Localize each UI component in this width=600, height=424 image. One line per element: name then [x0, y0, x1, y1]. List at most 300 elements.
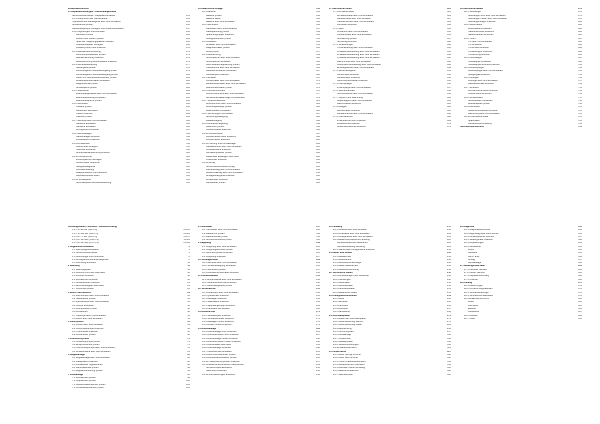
- toc-entry: [68, 28, 190, 30]
- toc-entry-page: 640: [447, 44, 451, 47]
- toc-entry-page: 176: [316, 321, 320, 324]
- toc-entry-title: 1.4 TSI 118 kW (160 PS): [72, 232, 99, 235]
- toc-entry-page: 14: [187, 268, 190, 271]
- toc-entry-page: 671: [447, 126, 451, 129]
- toc-entry: [68, 149, 190, 151]
- toc-entry-page: 484: [186, 83, 190, 86]
- toc-entry-page: 725: [578, 116, 582, 119]
- toc-entry: [329, 77, 451, 79]
- toc-entry-title: Relaisbelegung: [206, 119, 223, 122]
- toc-entry-page: 721: [578, 106, 582, 109]
- toc-entry: [68, 169, 190, 171]
- toc-entry-page: 6: [188, 255, 190, 258]
- toc-entry-page: 226: [447, 239, 451, 242]
- toc-entry: [68, 116, 190, 118]
- toc-entry: [198, 100, 320, 102]
- toc-entry-title: 25.4 Geräusche am Fahrwerk: [333, 363, 365, 366]
- toc-entry-page: 711: [578, 86, 582, 89]
- toc-entry: [198, 70, 320, 72]
- toc-entry-title: 11.2 Gelenkschutzhülle ersetzen: [202, 281, 237, 284]
- toc-entry-title: 13.3 Radlager hinten ersetzen: [202, 321, 235, 324]
- toc-entry-title: 3.8 Motor aus- und einbauen: [72, 317, 103, 320]
- toc-entry-page: 250: [447, 281, 451, 284]
- toc-entry-title: Lenkstockschalter aus- und einbauen: [206, 83, 246, 86]
- toc-entry-page: 368: [578, 278, 582, 281]
- toc-entry-title: 23.3 Fahrwerk: [333, 304, 349, 307]
- toc-entry-title: 20.1 Lenkrad aus- und einbauen: [333, 229, 368, 232]
- toc-entry-title: Innenspiegel aus- und einbauen: [337, 86, 372, 89]
- toc-entry-page: 46: [187, 308, 190, 311]
- toc-entry-page: 327: [447, 350, 451, 353]
- toc-entry-page: 362: [578, 268, 582, 271]
- toc-entry-page: 652: [447, 73, 451, 76]
- toc-entry-title: Wischermotor aus- und einbauen: [206, 103, 242, 106]
- toc-entry-page: 198: [316, 347, 320, 350]
- toc-entry-page: 675: [578, 14, 582, 17]
- toc-entry: [198, 179, 320, 181]
- toc-heading: [460, 126, 582, 128]
- toc-entry: [198, 233, 320, 235]
- toc-entry: [68, 179, 190, 181]
- toc-entry-page: 495: [186, 103, 190, 106]
- toc-entry-page: 272: [447, 317, 451, 320]
- toc-entry-title: 5.1 Kraftstoffpumpe prüfen: [72, 340, 101, 343]
- toc-entry: [68, 308, 190, 310]
- toc-entry-title: 16.5 Schalter: [202, 76, 217, 79]
- toc-entry-page: 535: [186, 181, 190, 184]
- toc-entry: [68, 93, 190, 95]
- toc-entry-page: 100: [186, 380, 190, 383]
- toc-entry: [68, 57, 190, 59]
- toc-entry-page: 564: [316, 63, 320, 66]
- toc-entry: [329, 285, 451, 287]
- toc-entry-page: 336: [447, 367, 451, 370]
- toc-heading: [68, 265, 190, 267]
- toc-entry: [329, 21, 451, 23]
- toc-entry-title: Türschloss ersetzen: [468, 47, 490, 50]
- toc-entry-page: 620: [316, 181, 320, 184]
- toc-heading: [68, 11, 190, 13]
- toc-entry-title: 28 Anhang: [460, 281, 473, 284]
- toc-entry-page: 107: [316, 226, 320, 228]
- toc-entry: [68, 83, 190, 85]
- toc-entry-title: 14 Bremsanlage: [198, 327, 217, 330]
- toc-entry-page: 690: [578, 44, 582, 47]
- toc-heading: [68, 292, 190, 294]
- toc-entry-title: 6.1 Abgasanlage aus- und einbauen: [72, 357, 111, 360]
- toc-entry-title: Dachreling aus- und einbauen: [468, 113, 500, 115]
- toc-entry-page: 334: [447, 363, 451, 366]
- toc-entry: [198, 34, 320, 36]
- toc-entry-page: 568: [316, 73, 320, 76]
- toc-entry-page: 166: [316, 308, 320, 311]
- toc-entry-page: 684: [578, 30, 582, 33]
- toc-entry-page: 152: [316, 291, 320, 294]
- toc-entry-page: 238: [447, 262, 451, 265]
- toc-entry-title: Lamellen prüfen: [76, 34, 94, 37]
- toc-heading: [68, 8, 190, 10]
- toc-entry-title: 16.2 Generator: [202, 24, 219, 27]
- toc-entry-title: Sicherungsbelegung: [206, 116, 228, 119]
- toc-entry-page: 491: [186, 96, 190, 99]
- toc-entry: [68, 295, 190, 297]
- toc-entry-title: Getriebeöl wechseln: [76, 109, 98, 112]
- toc-entry-page: 231: [447, 248, 451, 251]
- toc-entry: [329, 324, 451, 326]
- toc-entry-title: Schiebedach einstellen: [468, 99, 493, 102]
- toc-entry-page: 473: [186, 53, 190, 56]
- toc-entry-page: 310: [447, 337, 451, 340]
- toc-entry-title: 26.4 Steuergeräte codieren: [464, 239, 493, 242]
- toc-entry-page: 66: [187, 331, 190, 333]
- toc-entry-page: 259: [447, 294, 451, 297]
- toc-entry-title: Motor: [468, 248, 475, 251]
- toc-entry-title: 21 Räder und Reifen: [329, 252, 353, 255]
- toc-entry-page: 723: [578, 113, 582, 115]
- toc-entry: [329, 34, 451, 36]
- toc-entry-title: 6.3 Partikelfilter regenerieren: [72, 363, 103, 366]
- toc-entry-page: 507: [186, 129, 190, 132]
- toc-entry: [68, 106, 190, 108]
- toc-entry-title: 3 Motor mechanisch: [68, 291, 92, 294]
- toc-entry: [460, 74, 582, 76]
- toc-entry: [198, 146, 320, 148]
- toc-entry-title: 8.3 Ladeluftkühler prüfen: [202, 235, 229, 238]
- toc-entry: [198, 93, 320, 95]
- toc-entry: [198, 252, 320, 254]
- toc-entry-title: Batterie laden: [206, 17, 221, 20]
- toc-entry-title: 6.4 Lambdasonde prüfen: [72, 367, 99, 370]
- toc-entry: [329, 106, 451, 108]
- toc-entry-page: 518: [186, 149, 190, 152]
- toc-entry-title: Ölkühler prüfen: [76, 116, 93, 119]
- toc-entry: [460, 80, 582, 82]
- toc-entry-title: Vordersitz aus- und einbauen: [337, 30, 369, 33]
- toc-entry-title: Freilauf prüfen und ersetzen: [76, 47, 106, 50]
- toc-entry-page: 692: [578, 47, 582, 50]
- toc-entry-title: 12.2 Querlenker ersetzen: [202, 294, 229, 297]
- toc-entry-page: 22: [187, 281, 190, 284]
- toc-entry: [460, 77, 582, 79]
- toc-entry: [329, 236, 451, 238]
- toc-entry: [198, 364, 320, 366]
- toc-entry-page: 81: [187, 350, 190, 353]
- toc-entry-title: Getriebeölpumpe zerlegen und zusammenbauen: [72, 27, 124, 30]
- toc-column: [329, 226, 451, 416]
- toc-entry-title: 14.2 Bremsscheiben vorn ersetzen: [202, 334, 239, 337]
- toc-entry: [68, 64, 190, 66]
- toc-entry: [68, 239, 190, 241]
- toc-entry-title: 18.6 Kotflügel: [464, 76, 479, 79]
- toc-entry-title: Lichtschalter aus- und einbauen: [206, 80, 240, 83]
- toc-entry-title: 24.7 Infotainment: [333, 337, 352, 340]
- toc-entry-title: Kältemittel absaugen und füllen: [206, 155, 240, 158]
- toc-heading: [68, 354, 190, 356]
- toc-heading: [460, 8, 582, 10]
- toc-entry: [198, 162, 320, 164]
- toc-entry-page: 385: [578, 308, 582, 311]
- toc-entry-title: Gasdruckfeder ersetzen: [468, 34, 494, 37]
- toc-entry: [198, 120, 320, 122]
- toc-entry-title: 9.4 Kupplung entlüften: [202, 255, 226, 258]
- toc-entry-title: Wickelfeder ersetzen: [206, 178, 229, 181]
- toc-entry-title: Wellendichtring Antriebswelle ersetzen: [76, 60, 117, 63]
- toc-entry-page: [188, 11, 190, 13]
- toc-entry-title: 8.2 Ladedruck prüfen: [202, 232, 225, 235]
- toc-entry-page: 171: [316, 311, 320, 314]
- toc-entry-page: 245: [447, 271, 451, 274]
- toc-entry: [329, 57, 451, 59]
- toc-entry-title: Servicemodus aktivieren: [206, 367, 233, 370]
- toc-entry-page: 48: [187, 311, 190, 314]
- toc-entry: [460, 120, 582, 122]
- toc-entry-title: 18.9 Zierleisten: [464, 106, 481, 109]
- toc-entry-page: 614: [316, 168, 320, 171]
- toc-entry-page: 603: [316, 145, 320, 148]
- toc-entry: [198, 301, 320, 303]
- toc-entry-page: 75: [187, 344, 190, 347]
- toc-entry-page: 624: [447, 14, 451, 17]
- toc-entry-page: 340: [447, 373, 451, 376]
- toc-entry: [329, 367, 451, 369]
- toc-entry: [460, 301, 582, 303]
- toc-entry: [198, 331, 320, 333]
- toc-entry-title: Rücksitzbank aus- und einbauen: [337, 34, 372, 37]
- toc-entry-page: CAVD: [183, 232, 190, 235]
- toc-entry: [68, 123, 190, 125]
- toc-column: [460, 8, 582, 196]
- toc-entry-title: 16.8 Sicherungen und Relais: [202, 113, 233, 115]
- toc-entry-title: 14.8 ABS Drehzahlfühler prüfen: [202, 353, 236, 356]
- toc-entry-page: 332: [447, 360, 451, 363]
- toc-entry-title: Außenspiegel aus- und einbauen: [468, 70, 504, 73]
- toc-entry-title: 20.4 Elektromechanische Lenkung: [333, 239, 370, 242]
- toc-entry-page: 30: [187, 294, 190, 297]
- toc-entry: [68, 31, 190, 33]
- toc-entry-page: 660: [447, 96, 451, 99]
- toc-entry-page: 179: [316, 324, 320, 327]
- toc-entry-page: 44: [187, 304, 190, 307]
- toc-entry-page: 268: [447, 311, 451, 314]
- toc-entry: [329, 282, 451, 284]
- toc-entry-page: 141: [316, 275, 320, 278]
- toc-entry: [329, 239, 451, 241]
- toc-entry: [198, 15, 320, 17]
- toc-entry: [198, 246, 320, 248]
- toc-entry: [68, 113, 190, 115]
- toc-entry-page: 616: [316, 172, 320, 175]
- toc-entry-page: 572: [316, 83, 320, 86]
- toc-entry-page: 588: [316, 116, 320, 119]
- toc-entry: [329, 229, 451, 231]
- toc-entry: [68, 269, 190, 271]
- toc-entry-title: 15.5 Wählhebel: [72, 90, 89, 93]
- toc-entry: [329, 331, 451, 333]
- toc-entry-title: 9 Kupplung: [198, 242, 212, 245]
- toc-entry-page: 151: [316, 288, 320, 291]
- toc-entry-page: 703: [578, 70, 582, 73]
- toc-entry-title: 10.1 Getriebe aus- und einbauen: [202, 262, 237, 265]
- toc-entry-page: 142: [316, 278, 320, 281]
- toc-entry-title: 25.2 Motor läuft unrund: [333, 357, 358, 360]
- toc-entry: [460, 272, 582, 274]
- toc-entry-title: 26 Diagnose: [460, 226, 475, 228]
- toc-entry-page: 619: [316, 178, 320, 181]
- toc-entry: [68, 242, 190, 244]
- toc-entry-title: Stellmotor ersetzen: [206, 370, 227, 373]
- toc-entry: [68, 120, 190, 122]
- toc-entry: [198, 80, 320, 82]
- toc-entry-page: 520: [186, 152, 190, 155]
- toc-entry: [198, 282, 320, 284]
- toc-entry-title: 7.4 Kurbelwellensensor prüfen: [72, 386, 105, 389]
- toc-entry-title: 7.1 Zündspulen prüfen: [72, 376, 96, 379]
- toc-entry: [198, 156, 320, 158]
- toc-entry-page: 228: [447, 242, 451, 245]
- toc-entry-page: 629: [447, 21, 451, 24]
- toc-entry-title: 14.11 Elektromechanische Parkbremse: [202, 363, 244, 366]
- toc-entry-title: 17.1 Armaturentafel: [333, 11, 354, 14]
- toc-entry-page: 38: [187, 301, 190, 304]
- toc-entry: [68, 262, 190, 264]
- toc-entry: [198, 341, 320, 343]
- toc-entry: [68, 61, 190, 63]
- toc-entry: [198, 172, 320, 174]
- toc-entry: [68, 70, 190, 72]
- toc-entry-page: 129: [316, 258, 320, 261]
- toc-entry: [68, 80, 190, 82]
- toc-entry-title: 14.3 Bremsbeläge hinten ersetzen: [202, 337, 239, 340]
- toc-entry-title: 15.2 Kupplungen und Bremsen: [72, 30, 105, 33]
- toc-entry-page: 543: [316, 17, 320, 20]
- toc-entry-title: 3.5 Kompression prüfen: [72, 308, 98, 311]
- toc-entry: [460, 100, 582, 102]
- toc-entry: [329, 344, 451, 346]
- toc-entry-page: 26: [187, 288, 190, 291]
- toc-entry: [198, 83, 320, 85]
- toc-entry: [460, 262, 582, 264]
- toc-entry: [198, 54, 320, 56]
- toc-entry: [329, 87, 451, 89]
- toc-entry-page: 610: [316, 158, 320, 161]
- toc-entry-title: 18.4 Heckklappe: [464, 57, 482, 60]
- toc-entry: [68, 182, 190, 184]
- toc-entry-title: Wählhebelsperre prüfen: [76, 99, 102, 102]
- toc-entry-page: 108: [316, 229, 320, 232]
- toc-entry-page: 489: [186, 93, 190, 96]
- toc-entry-page: 246: [447, 275, 451, 278]
- toc-entry-page: 510: [186, 135, 190, 138]
- toc-entry-title: Differenzial zerlegen: [76, 145, 98, 148]
- toc-heading: [68, 246, 190, 248]
- toc-entry-page: 718: [578, 99, 582, 102]
- toc-entry-page: 618: [316, 175, 320, 178]
- toc-entry: [198, 143, 320, 145]
- toc-entry-title: Spaltmaße: [468, 119, 480, 122]
- toc-entry-page: 644: [447, 53, 451, 56]
- toc-entry-title: 2.6 Bremsflüssigkeit wechseln: [72, 285, 105, 288]
- toc-entry-page: 98: [187, 376, 190, 379]
- toc-entry: [68, 344, 190, 346]
- toc-entry-page: 557: [316, 50, 320, 53]
- toc-entry: [460, 67, 582, 69]
- toc-entry-page: 633: [447, 30, 451, 33]
- toc-entry-title: Stichwortverzeichnis: [460, 126, 484, 129]
- toc-entry: [329, 83, 451, 85]
- toc-entry: [68, 74, 190, 76]
- toc-entry: [198, 324, 320, 326]
- toc-entry-page: 665: [447, 109, 451, 112]
- toc-entry-page: 10: [187, 262, 190, 265]
- toc-heading: [329, 315, 451, 317]
- toc-entry-title: 22.5 Fahrwerksdaten: [333, 288, 356, 291]
- toc-entry-title: Wasserablauf prüfen: [468, 103, 490, 106]
- toc-entry-page: 18: [187, 275, 190, 278]
- toc-entry-title: Generator aus- und einbauen: [206, 27, 238, 30]
- toc-entry-title: 3.4 Ventile einstellen: [72, 304, 94, 307]
- toc-entry-page: 697: [578, 57, 582, 60]
- toc-entry-title: Ladespannung prüfen: [206, 30, 230, 33]
- toc-entry: [198, 11, 320, 13]
- toc-entry: [68, 146, 190, 148]
- toc-entry-title: 21.5 Reifenbezeichnung: [333, 268, 359, 271]
- toc-entry-page: 687: [578, 37, 582, 40]
- toc-entry-page: 540: [316, 8, 320, 10]
- toc-entry-page: 486: [186, 86, 190, 89]
- toc-entry: [329, 249, 451, 251]
- toc-entry-title: 24.10 Bauteilübersicht: [333, 347, 357, 350]
- toc-entry-title: 1.2 Sicherheitshinweise: [72, 252, 98, 255]
- toc-entry: [329, 374, 451, 376]
- toc-entry: [460, 123, 582, 125]
- toc-entry-page: 236: [447, 258, 451, 261]
- toc-entry-title: 12.1 Federbein aus- und einbauen: [202, 291, 239, 294]
- toc-entry: [329, 11, 451, 13]
- toc-entry-title: 15.3 Wandlerüberbrückung: [72, 50, 101, 53]
- toc-entry-title: Spannungsregler ersetzen: [206, 34, 235, 37]
- toc-entry-page: 623: [447, 11, 451, 14]
- toc-entry-title: 12.6 Fahrwerk vermessen: [202, 308, 230, 311]
- toc-entry-page: 97: [187, 373, 190, 376]
- toc-entry-title: 8 Turbolader: [198, 226, 213, 228]
- toc-entry: [68, 143, 190, 145]
- toc-entry-title: 3.6 Kurbeltrieb: [72, 311, 88, 314]
- toc-entry-title: Bodenteppich aus- und einbauen: [337, 99, 373, 102]
- toc-entry-title: A-Säulenverkleidung aus- und einbauen: [337, 50, 380, 53]
- toc-entry-title: Fahrerairbag aus- und einbauen: [206, 168, 241, 171]
- toc-entry-page: 240: [447, 265, 451, 268]
- toc-entry: [68, 285, 190, 287]
- toc-entry-title: 6.2 Katalysator ersetzen: [72, 360, 98, 363]
- toc-entry: [198, 87, 320, 89]
- toc-entry-page: 648: [447, 63, 451, 66]
- toc-entry: [68, 54, 190, 56]
- toc-entry: [198, 256, 320, 258]
- toc-entry: [329, 97, 451, 99]
- toc-entry-page: 116: [316, 239, 320, 242]
- toc-entry-title: Schaltsperre prüfen: [76, 86, 97, 89]
- toc-entry-title: 17.6 Sonnenblenden: [333, 90, 356, 93]
- toc-entry-title: 20 Lenkung: [329, 226, 343, 228]
- toc-entry-title: Messwertblöcke lesen: [76, 175, 100, 178]
- toc-entry-page: 267: [447, 308, 451, 311]
- toc-entry: [460, 87, 582, 89]
- toc-heading: [198, 226, 320, 228]
- toc-entry-title: 20.2 Lenksäule aus- und einbauen: [333, 232, 370, 235]
- toc-entry-page: 695: [578, 53, 582, 56]
- toc-entry-page: 474: [186, 57, 190, 60]
- toc-entry: [460, 311, 582, 313]
